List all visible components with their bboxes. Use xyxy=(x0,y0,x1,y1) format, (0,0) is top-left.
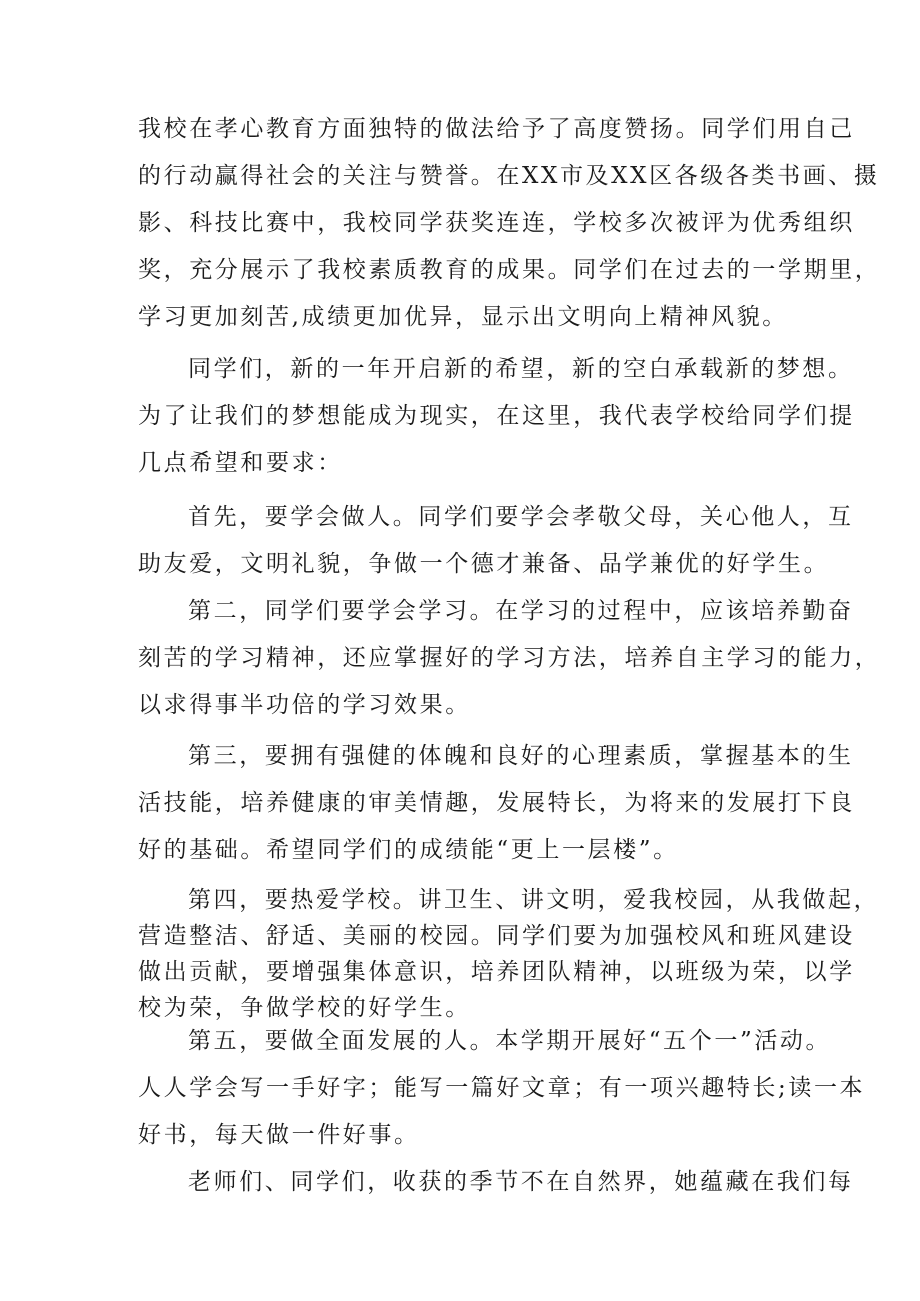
paragraph-first-requirement xyxy=(138,494,854,588)
text-line: 第四，要热爱学校。讲卫生、讲文明，爱我校园，从我做起， xyxy=(188,887,880,913)
text-line: 的行动赢得社会的关注与赞誉。在XX市及XX区各级各类书画、摄 xyxy=(138,163,880,189)
text-line: 人人学会写一手好字；能写一篇好文章；有一项兴趣特长;读一本 xyxy=(138,1075,866,1101)
text-line: 活技能，培养健康的审美情趣，发展特长，为将来的发展打下良 xyxy=(138,790,855,816)
text-line: 助友爱，文明礼貌，争做一个德才兼备、品学兼优的好学生。 xyxy=(138,551,830,577)
paragraph-fifth-requirement xyxy=(138,1018,866,1159)
text-line: 我校在孝心教育方面独特的做法给予了高度赞扬。同学们用自己 xyxy=(138,116,855,142)
text-line: 几点希望和要求： xyxy=(138,450,343,476)
paragraph-third-requirement xyxy=(138,733,855,874)
text-line: 以求得事半功倍的学习效果。 xyxy=(138,692,471,718)
paragraph-second-requirement xyxy=(138,588,881,729)
text-line: 营造整洁、舒适、美丽的校园。同学们要为加强校风和班风建设 xyxy=(138,923,855,949)
text-line: 为了让我们的梦想能成为现实，在这里，我代表学校给同学们提 xyxy=(138,403,855,429)
text-line: 同学们，新的一年开启新的希望，新的空白承载新的梦想。 xyxy=(188,356,854,382)
text-line: 老师们、同学们，收获的季节不在自然界，她蕴藏在我们每 xyxy=(188,1169,854,1195)
paragraph-fourth-requirement xyxy=(138,882,880,1026)
text-line: 好书，每天做一件好事。 xyxy=(138,1122,420,1148)
paragraph-new-year-hopes xyxy=(138,346,855,487)
text-line: 影、科技比赛中，我校同学获奖连连，学校多次被评为优秀组织 xyxy=(138,210,855,236)
paragraph-closing xyxy=(138,1159,854,1206)
text-line: 做出贡献，要增强集体意识，培养团队精神，以班级为荣，以学 xyxy=(138,959,855,985)
text-line: 第二，同学们要学会学习。在学习的过程中，应该培养勤奋 xyxy=(188,598,854,624)
text-line: 好的基础。希望同学们的成绩能“更上一层楼”。 xyxy=(138,837,679,863)
text-line: 校为荣，争做学校的好学生。 xyxy=(138,995,471,1021)
text-line: 奖，充分展示了我校素质教育的成果。同学们在过去的一学期里， xyxy=(138,257,881,283)
text-line: 首先，要学会做人。同学们要学会孝敬父母，关心他人，互 xyxy=(188,504,854,530)
text-line: 学习更加刻苦,成绩更加优异，显示出文明向上精神风貌。 xyxy=(138,304,788,330)
text-line: 刻苦的学习精神，还应掌握好的学习方法，培养自主学习的能力， xyxy=(138,645,881,671)
text-line: 第三，要拥有强健的体魄和良好的心理素质，掌握基本的生 xyxy=(188,743,854,769)
paragraph-praise-and-achievements xyxy=(138,106,881,341)
text-line: 第五，要做全面发展的人。本学期开展好“五个一”活动。 xyxy=(188,1028,832,1054)
